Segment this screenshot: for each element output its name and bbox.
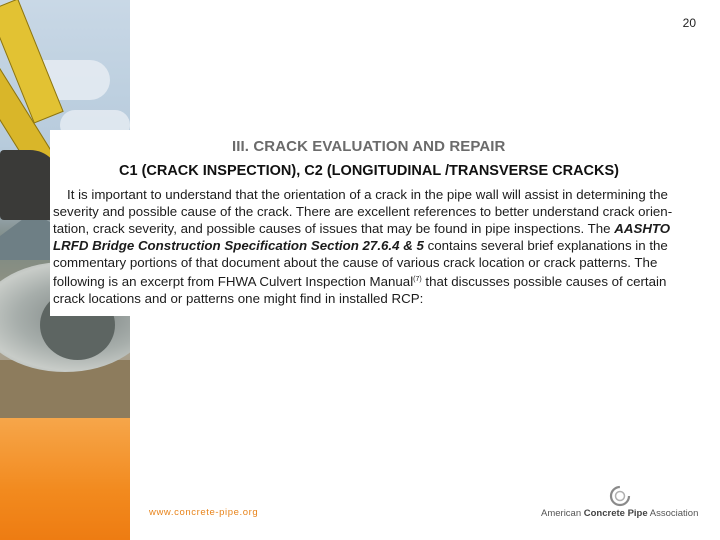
body-paragraph <box>53 186 700 307</box>
acpa-logo-text <box>541 508 698 519</box>
body-line: crack locations and or patterns one might find in installed RCP: <box>53 291 424 306</box>
body-line: commentary portions of that document about the cause of various crack location or crack patterns. The <box>53 255 658 270</box>
body-line <box>53 237 700 254</box>
citation-superscript: (7) <box>413 276 422 283</box>
body-line: It is important to understand that the orientation of a crack in the pipe wall will assist in determining the <box>67 187 668 202</box>
website-link[interactable]: www.concrete-pipe.org <box>149 507 259 518</box>
body-line <box>53 220 700 237</box>
orange-accent-block <box>0 418 130 540</box>
body-line: severity and possible cause of the crack. There are excellent references to better understand crack orien- <box>53 204 673 219</box>
body-text-segment: tation, crack severity, and possible causes of issues that may be found in pipe inspections. The <box>53 221 615 236</box>
body-text-segment: contains several brief explanations in the <box>423 238 668 253</box>
body-line <box>53 271 700 290</box>
section-title: III. CRACK EVALUATION AND REPAIR <box>232 138 506 155</box>
logo-text-segment: Association <box>647 508 699 519</box>
reference-title: LRFD Bridge Construction Specification Section 27.6.4 & 5 <box>53 238 424 253</box>
acpa-logo-icon <box>608 484 632 508</box>
reference-title: AASHTO <box>614 221 671 236</box>
logo-text-strong: Concrete Pipe <box>583 508 648 519</box>
body-text-segment: following is an excerpt from FHWA Culvert Inspection Manual <box>53 274 414 289</box>
subsection-title: C1 (CRACK INSPECTION), C2 (LONGITUDINAL /TRANSVERSE CRACKS) <box>119 163 620 179</box>
logo-text-segment: American <box>541 508 584 519</box>
body-text-segment: that discusses possible causes of certain <box>421 274 667 289</box>
page-number: 20 <box>682 16 696 30</box>
